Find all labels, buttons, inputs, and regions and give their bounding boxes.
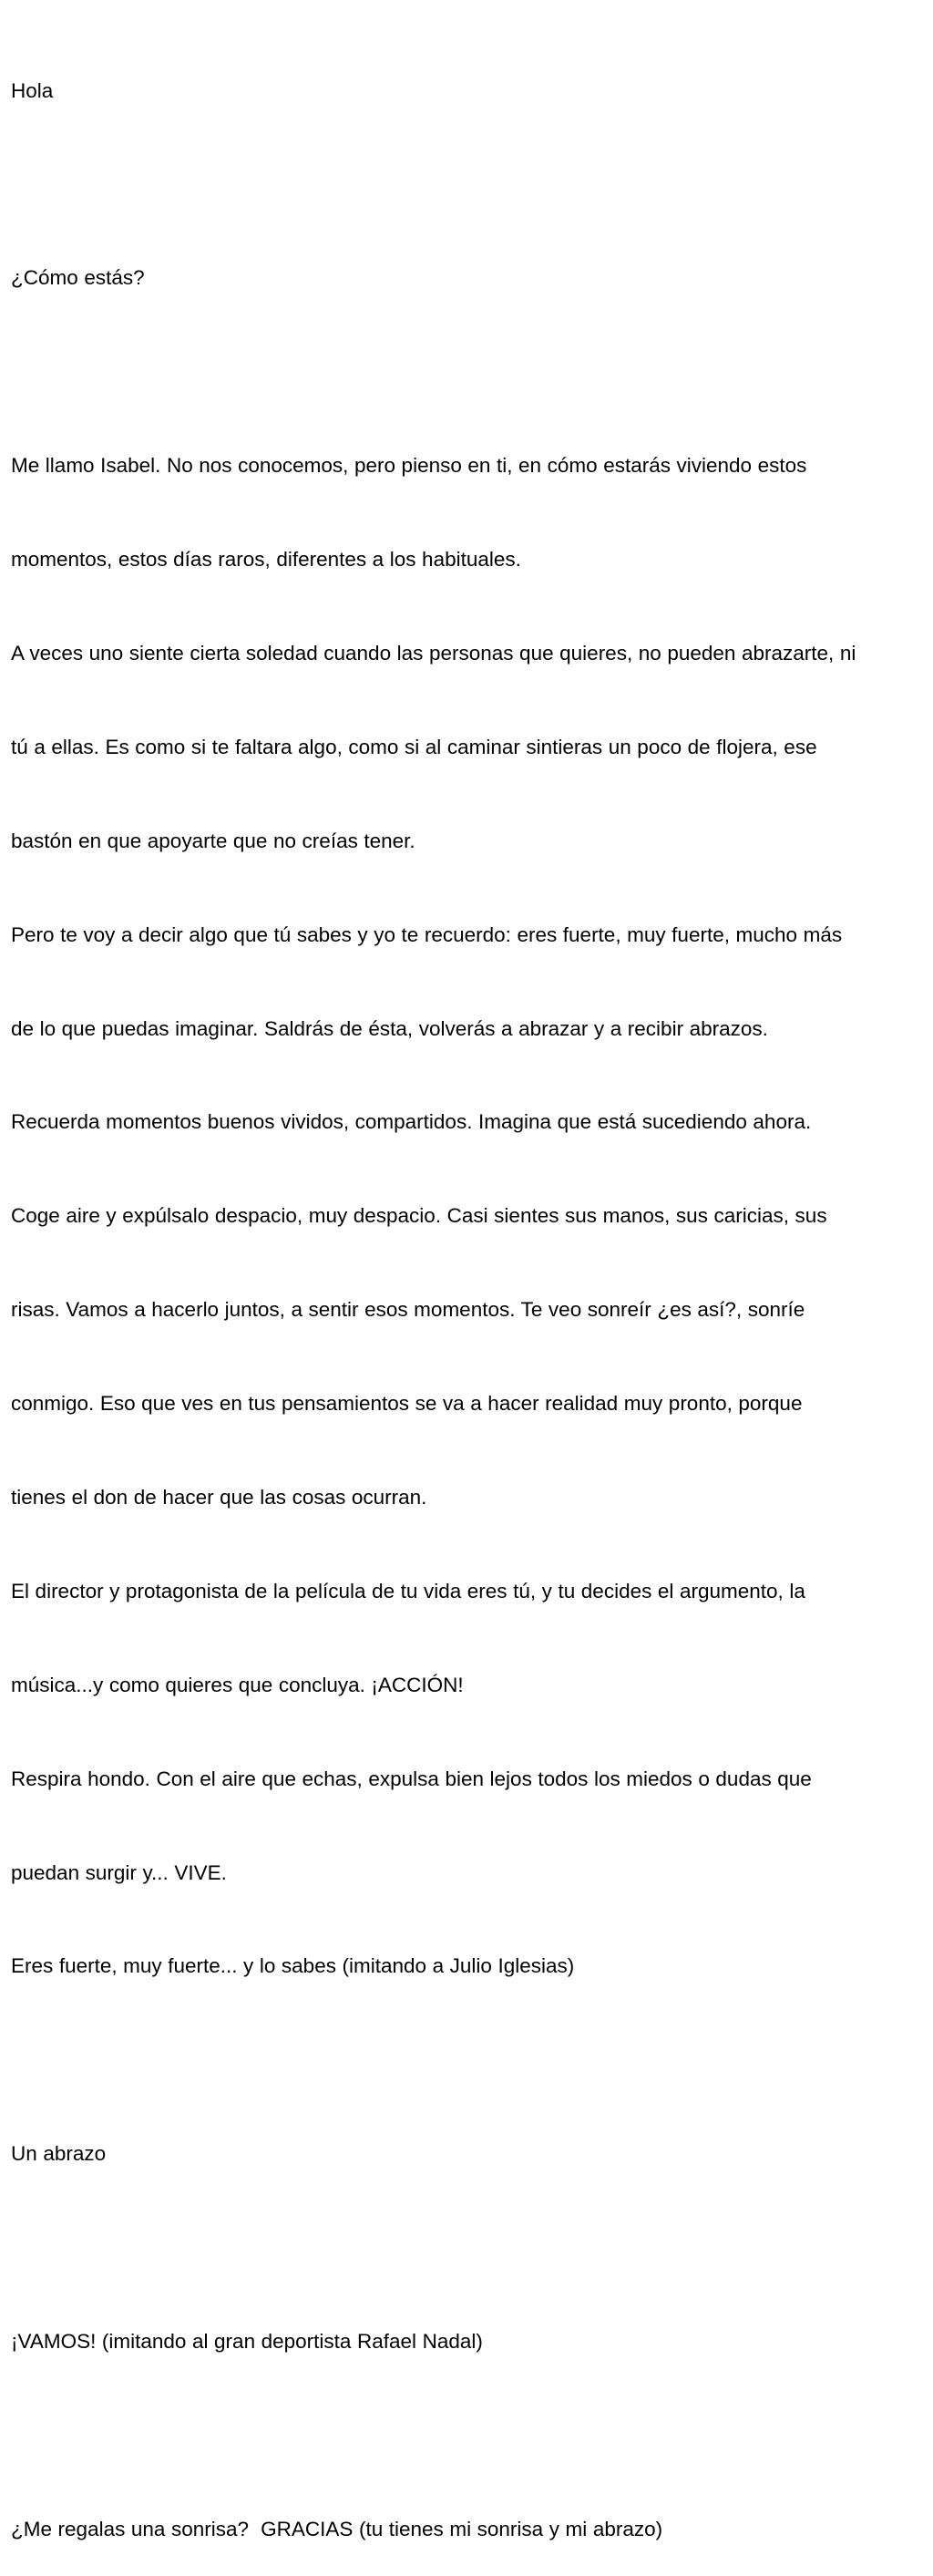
text-line: Recuerda momentos buenos vividos, compartidos. Imagina que está sucediendo ahora. bbox=[11, 1110, 812, 1134]
text-line: A veces uno siente cierta soledad cuando las personas que quieres, no pueden abrazarte, ni bbox=[11, 641, 856, 665]
text-line: conmigo. Eso que ves en tus pensamientos se va a hacer realidad muy pronto, porque bbox=[11, 1392, 803, 1416]
text-line: risas. Vamos a hacerlo juntos, a sentir esos momentos. Te veo sonreír ¿es así?, sonríe bbox=[11, 1298, 805, 1322]
text-line: de lo que puedas imaginar. Saldrás de ésta, volverás a abrazar y a recibir abrazos. bbox=[11, 1016, 768, 1040]
blank-line bbox=[11, 2045, 927, 2076]
text-line: El director y protagonista de la película de tu vida eres tú, y tu decides el argumento, la bbox=[11, 1579, 805, 1602]
final-line: ¿Me regalas una sonrisa? GRACIAS (tu tienes mi sonrisa y mi abrazo) bbox=[11, 2517, 663, 2540]
blank-line bbox=[11, 356, 927, 387]
text-line: puedan surgir y... VIVE. bbox=[11, 1860, 227, 1884]
text-line: Coge aire y expúlsalo despacio, muy despacio. Casi sientes sus manos, sus caricias, sus bbox=[11, 1204, 827, 1228]
text-line: música...y como quieres que concluya. ¡ACCIÓN! bbox=[11, 1673, 464, 1696]
blank-line bbox=[11, 2420, 927, 2451]
blank-line bbox=[11, 169, 927, 200]
text-line: Me llamo Isabel. No nos conocemos, pero pienso en ti, en cómo estarás viviendo estos bbox=[11, 454, 807, 478]
greeting: Hola bbox=[11, 78, 54, 102]
text-line: Eres fuerte, muy fuerte... y lo sabes (imitando a Julio Iglesias) bbox=[11, 1954, 575, 1978]
text-line: tú a ellas. Es como si te faltara algo, como si al caminar sintieras un poco de flojera, ese bbox=[11, 735, 817, 758]
text-line: Respira hondo. Con el aire que echas, expulsa bien lejos todos los miedos o dudas que bbox=[11, 1767, 812, 1790]
question-line: ¿Cómo estás? bbox=[11, 266, 145, 290]
text-line: tienes el don de hacer que las cosas ocurran. bbox=[11, 1485, 427, 1509]
closing-line: Un abrazo bbox=[11, 2142, 107, 2166]
text-line: Pero te voy a decir algo que tú sabes y yo te recuerdo: eres fuerte, muy fuerte, mucho más bbox=[11, 922, 843, 946]
text-line: momentos, estos días raros, diferentes a los habituales. bbox=[11, 548, 521, 572]
exclamation-line: ¡VAMOS! (imitando al gran deportista Rafael Nadal) bbox=[11, 2329, 483, 2353]
blank-line bbox=[11, 2232, 927, 2263]
text-line: bastón en que apoyarte que no creías tener. bbox=[11, 829, 415, 852]
letter-body bbox=[11, 13, 927, 2576]
